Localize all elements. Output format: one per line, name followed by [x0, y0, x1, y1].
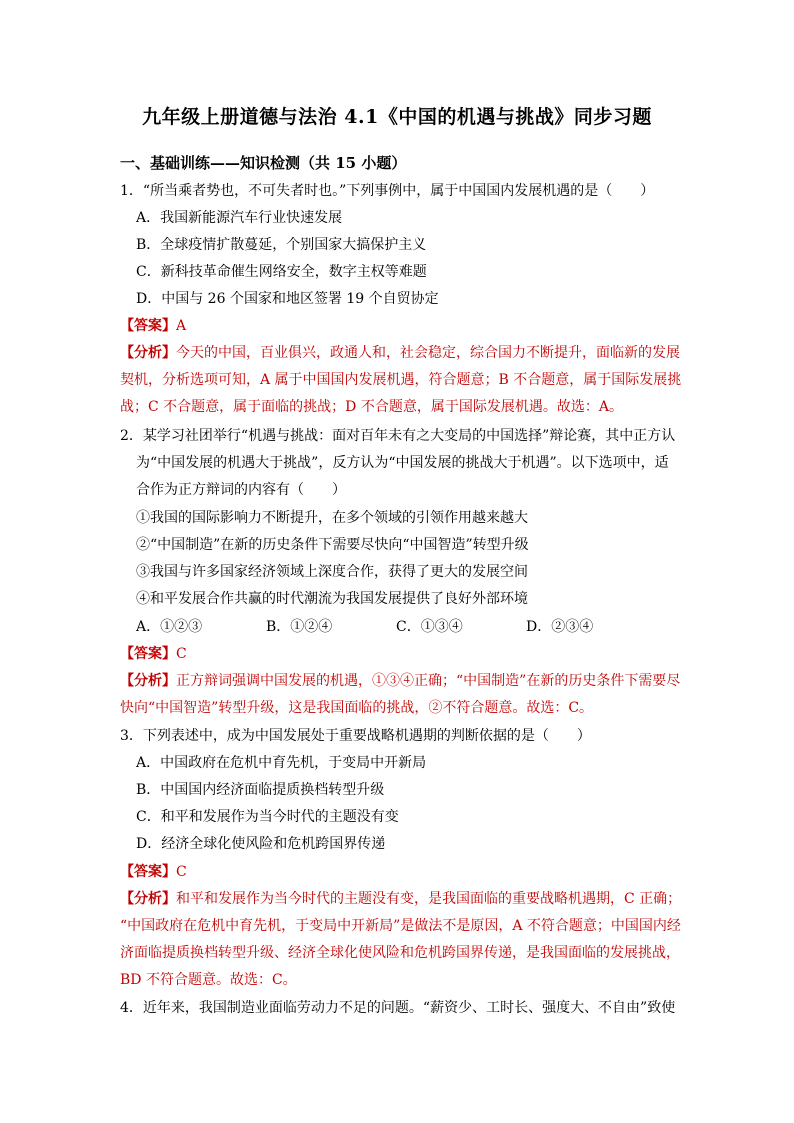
question-2-analysis-line-2: 快向“中国智造”转型升级，这是我国面临的挑战，②不符合题意。故选：C。	[120, 700, 594, 716]
answer-label: 【答案】	[120, 864, 176, 880]
question-1-analysis-line-2: 契机，分析选项可知，A 属于中国国内发展机遇，符合题意；B 不合题意，属于国际发展挑	[120, 372, 682, 388]
question-1-analysis-line-1	[120, 342, 680, 364]
answer-label: 【答案】	[120, 646, 176, 662]
question-1-stem: 1．“所当乘者势也，不可失者时也。”下列事例中，属于中国国内发展机遇的是（ ）	[120, 183, 655, 199]
question-1-option-d: D．中国与 26 个国家和地区签署 19 个自贸协定	[136, 291, 439, 307]
question-3-option-b: B．中国国内经济面临提质换档转型升级	[136, 782, 385, 798]
question-3-analysis-line-1	[120, 888, 681, 910]
analysis-text: 今天的中国，百业俱兴，政通人和，社会稳定，综合国力不断提升，面临新的发展	[176, 345, 680, 361]
question-2-answer	[120, 643, 187, 665]
answer-value: C	[176, 646, 187, 662]
question-1-option-b: B．全球疫情扩散蔓延，个别国家大搞保护主义	[136, 237, 427, 253]
question-2-analysis-line-1	[120, 670, 680, 692]
question-3-option-c: C．和平和发展作为当今时代的主题没有变	[136, 809, 399, 825]
question-3-analysis-line-4: BD 不符合题意。故选：C。	[120, 972, 297, 988]
question-2-item-2: ②“中国制造”在新的历史条件下需要尽快向“中国智造”转型升级	[136, 537, 529, 553]
question-3-analysis-line-2: “中国政府在危机中育先机，于变局中开新局”是做法不是原因，A 不符合题意；中国国内经	[120, 918, 681, 934]
question-3-option-a: A．中国政府在危机中育先机，于变局中开新局	[136, 755, 427, 771]
question-3-option-d: D．经济全球化使风险和危机跨国界传递	[136, 836, 386, 852]
question-2-item-3: ③我国与许多国家经济领域上深度合作，获得了更大的发展空间	[136, 564, 528, 580]
question-1-answer	[120, 315, 186, 337]
question-3-analysis-line-3: 济面临提质换档转型升级、经济全球化使风险和危机跨国界传递，是我国面临的发展挑战，	[120, 945, 680, 961]
analysis-text: 正方辩词强调中国发展的机遇，①③④正确；“中国制造”在新的历史条件下需要尽	[176, 673, 681, 689]
question-2-item-1: ①我国的国际影响力不断提升，在多个领域的引领作用越来越大	[136, 510, 528, 526]
answer-label: 【答案】	[120, 318, 176, 334]
analysis-label: 【分析】	[120, 891, 176, 907]
section-heading: 一、基础训练——知识检测（共 15 小题）	[120, 154, 407, 172]
question-2-stem-line-3: 合作为正方辩词的内容有（ ）	[136, 482, 346, 498]
question-2-option-c: C．①③④	[396, 619, 463, 635]
question-1-option-c: C．新科技革命催生网络安全，数字主权等难题	[136, 264, 427, 280]
question-3-stem: 3．下列表述中，成为中国发展处于重要战略机遇期的判断依据的是（ ）	[120, 728, 591, 744]
answer-value: A	[176, 318, 187, 334]
analysis-text: 和平和发展作为当今时代的主题没有变，是我国面临的重要战略机遇期，C 正确；	[176, 891, 682, 907]
document-title: 九年级上册道德与法治 4.1《中国的机遇与挑战》同步习题	[142, 106, 652, 128]
question-2-options	[136, 616, 656, 638]
question-3-answer	[120, 861, 187, 883]
analysis-label: 【分析】	[120, 345, 176, 361]
question-2-stem-line-1: 2．某学习社团举行“机遇与挑战：面对百年未有之大变局的中国选择”辩论赛，其中正方认	[120, 428, 676, 444]
analysis-label: 【分析】	[120, 673, 176, 689]
question-2-option-a: A．①②③	[136, 619, 203, 635]
question-4-stem: 4．近年来，我国制造业面临劳动力不足的问题。“薪资少、工时长、强度大、不自由”致使	[120, 1000, 676, 1016]
question-2-item-4: ④和平发展合作共赢的时代潮流为我国发展提供了良好外部环境	[136, 591, 528, 607]
question-2-stem-line-2: 为“中国发展的机遇大于挑战”，反方认为“中国发展的挑战大于机遇”。以下选项中，适	[136, 455, 669, 471]
question-2-option-b: B．①②④	[266, 619, 333, 635]
answer-value: C	[176, 864, 187, 880]
question-1-analysis-line-3: 战；C 不合题意，属于面临的挑战；D 不合题意，属于国际发展机遇。故选：A。	[120, 399, 623, 415]
question-2-option-d: D．②③④	[526, 619, 594, 635]
question-1-option-a: A．我国新能源汽车行业快速发展	[136, 210, 343, 226]
